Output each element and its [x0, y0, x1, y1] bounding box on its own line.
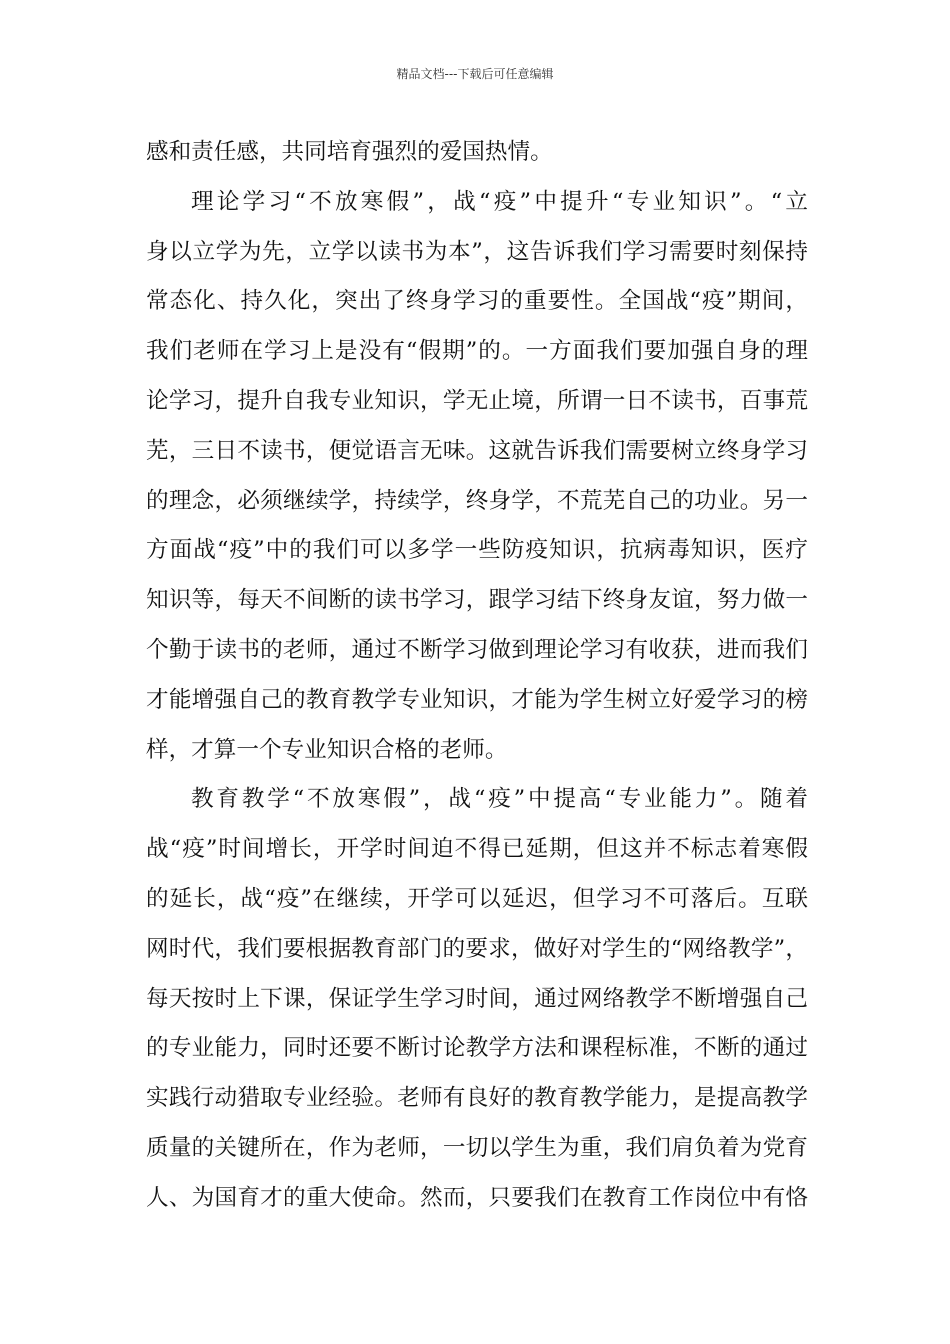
- text-line: 的延长，战“疫”在继续，开学可以延迟，但学习不可落后。互联: [146, 885, 808, 912]
- text-line: 论学习，提升自我专业知识，学无止境，所谓一日不读书，百事荒: [146, 387, 808, 414]
- text-line: 个勤于读书的老师，通过不断学习做到理论学习有收获，进而我们: [146, 636, 808, 663]
- text-line: 方面战“疫”中的我们可以多学一些防疫知识，抗病毒知识，医疗: [146, 537, 808, 564]
- paragraph-start-line: 教育教学“不放寒假”，战“疫”中提高“专业能力”。随着: [191, 786, 808, 813]
- page-header: 精品文档---下载后可任意编辑: [396, 67, 554, 81]
- paragraph-end-line: 样，才算一个专业知识合格的老师。: [146, 736, 508, 763]
- text-line: 才能增强自己的教育教学专业知识，才能为学生树立好爱学习的榜: [146, 686, 808, 713]
- text-line: 知识等，每天不间断的读书学习，跟学习结下终身友谊，努力做一: [146, 587, 808, 614]
- text-line: 常态化、持久化，突出了终身学习的重要性。全国战“疫”期间，: [146, 288, 808, 315]
- text-line: 身以立学为先，立学以读书为本”，这告诉我们学习需要时刻保持: [146, 238, 808, 265]
- text-line: 感和责任感，共同培育强烈的爱国热情。: [146, 139, 553, 165]
- text-line: 芜，三日不读书，便觉语言无味。这就告诉我们需要树立终身学习: [146, 437, 808, 464]
- text-line: 每天按时上下课，保证学生学习时间，通过网络教学不断增强自己: [146, 985, 808, 1012]
- text-line: 的理念，必须继续学，持续学，终身学，不荒芜自己的功业。另一: [146, 487, 808, 514]
- text-line: 实践行动猎取专业经验。老师有良好的教育教学能力，是提高教学: [146, 1085, 808, 1112]
- text-line: 人、为国育才的重大使命。然而，只要我们在教育工作岗位中有恪: [146, 1184, 808, 1211]
- text-line: 质量的关键所在，作为老师，一切以学生为重，我们肩负着为党育: [146, 1134, 808, 1161]
- text-line: 我们老师在学习上是没有“假期”的。一方面我们要加强自身的理: [146, 338, 808, 365]
- text-line: 网时代，我们要根据教育部门的要求，做好对学生的“网络教学”，: [146, 935, 808, 962]
- document-body: [146, 128, 808, 1224]
- text-line: 的专业能力，同时还要不断讨论教学方法和课程标准，不断的通过: [146, 1035, 808, 1062]
- text-line: 战“疫”时间增长，开学时间迫不得已延期，但这并不标志着寒假: [146, 836, 808, 863]
- paragraph-start-line: 理论学习“不放寒假”，战“疫”中提升“专业知识”。“立: [191, 188, 808, 215]
